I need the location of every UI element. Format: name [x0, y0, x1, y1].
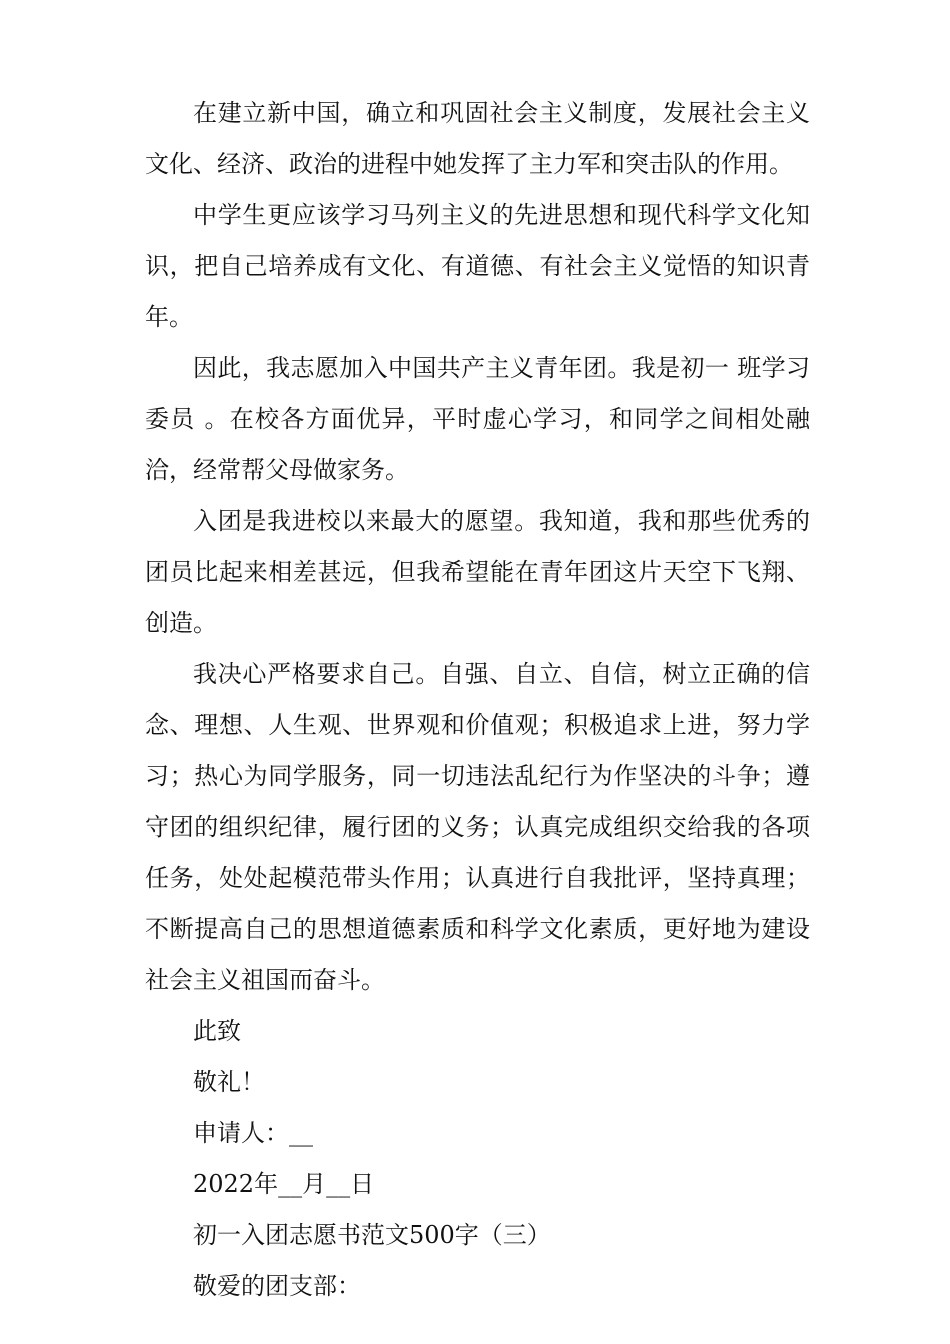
paragraph-3: 因此，我志愿加入中国共产主义青年团。我是初一 班学习委员 。在校各方面优异，平时虚心学习，和同学之间相处融洽，经常帮父母做家务。	[145, 354, 810, 484]
paragraph-2: 中学生更应该学习马列主义的先进思想和现代科学文化知识，把自己培养成有文化、有道德、有社会主义觉悟的知识青年。	[145, 201, 810, 331]
salute-line: 敬礼！	[193, 1068, 265, 1096]
closing-line: 此致	[193, 1017, 241, 1045]
applicant-line: 申请人：__	[193, 1119, 313, 1147]
document-body	[145, 88, 810, 1312]
date-line: 2022年__月__日	[193, 1170, 375, 1198]
next-section-greeting: 敬爱的团支部：	[193, 1272, 361, 1300]
paragraph-1: 在建立新中国，确立和巩固社会主义制度，发展社会主义文化、经济、政治的进程中她发挥了主力军和突击队的作用。	[145, 99, 810, 178]
paragraph-5: 我决心严格要求自己。自强、自立、自信，树立正确的信念、理想、人生观、世界观和价值观；积极追求上进，努力学习；热心为同学服务，同一切违法乱纪行为作坚决的斗争；遵守团的组织纪律，履行团的义务；认真完成组织交给我的各项任务，处处起模范带头作用；认真进行自我批评，坚持真理；不断提高自己的思想道德素质和科学文化素质，更好地为建设社会主义祖国而奋斗。	[145, 660, 810, 994]
paragraph-4: 入团是我进校以来最大的愿望。我知道，我和那些优秀的团员比起来相差甚远，但我希望能在青年团这片天空下飞翔、创造。	[145, 507, 810, 637]
next-section-title: 初一入团志愿书范文500字（三）	[193, 1221, 551, 1249]
